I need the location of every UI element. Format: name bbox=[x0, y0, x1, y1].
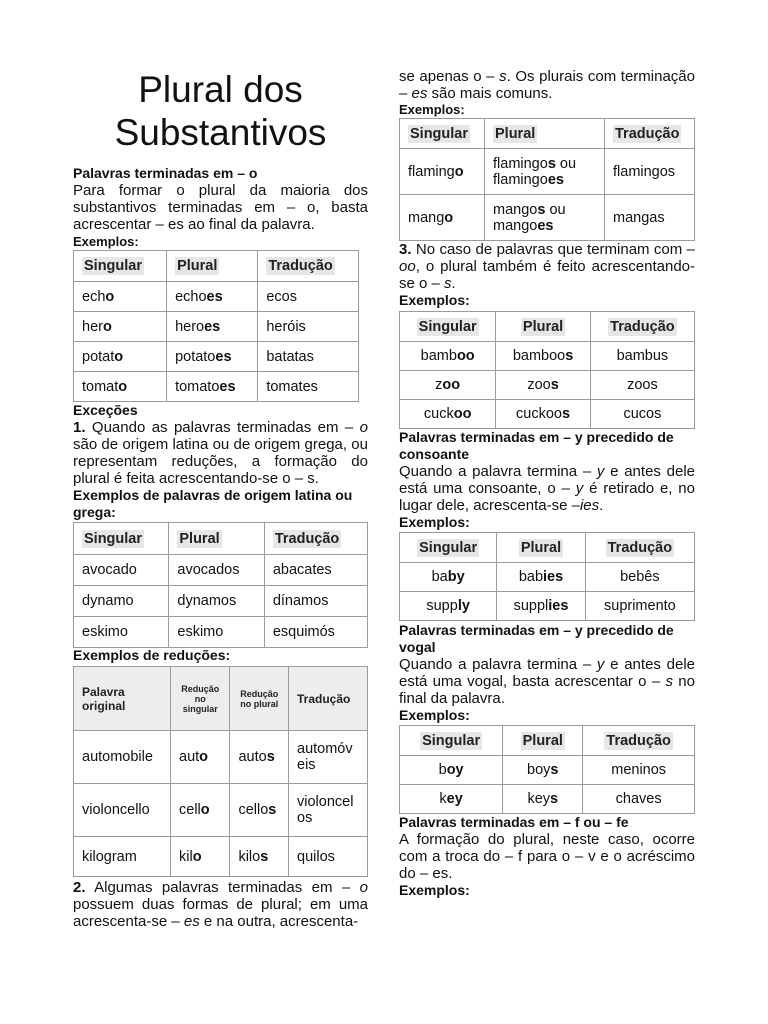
table-row: echo echoes ecos bbox=[74, 282, 359, 312]
exception-2-continued: se apenas o – s. Os plurais com terminação – es são mais comuns. bbox=[399, 68, 695, 102]
page-title: Plural dos Substantivos bbox=[114, 69, 327, 153]
table-row: eskimo eskimo esquimós bbox=[74, 617, 368, 648]
table-latin-greek: Singular Plural Tradução avocado avocados abacates dynamo dynamos dínamos eskimo eskimo esquimós bbox=[73, 522, 368, 648]
table-row: zoo zoos zoos bbox=[400, 371, 695, 400]
table-row: kilogram kilo kilos quilos bbox=[74, 837, 368, 877]
col-header-plural: Plural bbox=[167, 251, 258, 282]
y-consonant-paragraph: Quando a palavra termina – y e antes dele está uma consoante, o – y é retirado e, no lugar dele, acrescenta-se –ies. bbox=[399, 463, 695, 514]
table-row: hero heroes heróis bbox=[74, 312, 359, 342]
exception-2-paragraph: 2. Algumas palavras terminadas em – o possuem duas formas de plural; em uma acrescenta-se – es e na outra, acrescenta- bbox=[73, 879, 368, 930]
table-y-vowel: Singular Plural Tradução boy boys meninos key keys chaves bbox=[399, 725, 695, 814]
table-row: automobile auto autos automóveis bbox=[74, 731, 368, 784]
table-row: violoncello cello cellos violoncelos bbox=[74, 784, 368, 837]
table-y-consonant: Singular Plural Tradução baby babies bebês supply supplies suprimento bbox=[399, 532, 695, 621]
examples-label: Exemplos: bbox=[399, 514, 470, 530]
table-row: key keys chaves bbox=[400, 785, 695, 814]
table-reductions: Palavra original Redução no singular Redução no plural Tradução automobile auto autos automóveis violoncello cello cellos violoncelos kilogram kilo kilos quilos bbox=[73, 666, 368, 877]
examples-label: Exemplos: bbox=[399, 882, 470, 898]
table-row: cuckoo cuckoos cucos bbox=[400, 400, 695, 429]
examples-label: Exemplos: bbox=[399, 102, 465, 117]
reductions-heading: Exemplos de reduções: bbox=[73, 647, 231, 663]
table-row: tomato tomatoes tomates bbox=[74, 372, 359, 402]
paragraph-o: Para formar o plural da maioria dos substantivos terminadas em – o, basta acrescentar – es ao final da palavra. bbox=[73, 182, 368, 233]
table-row: potato potatoes batatas bbox=[74, 342, 359, 372]
y-vowel-paragraph: Quando a palavra termina – y e antes dele está uma vogal, basta acrescentar o – s no final da palavra. bbox=[399, 656, 695, 707]
table-row: dynamo dynamos dínamos bbox=[74, 586, 368, 617]
table-row: supply supplies suprimento bbox=[400, 592, 695, 621]
table-row: flamingo flamingos ou flamingoes flamingos bbox=[400, 149, 695, 195]
table-row: baby babies bebês bbox=[400, 563, 695, 592]
examples-label: Exemplos: bbox=[399, 707, 470, 723]
table-oo-endings: Singular Plural Tradução bamboo bamboos bambus zoo zoos zoos cuckoo cuckoos cucos bbox=[399, 311, 695, 429]
examples-label: Exemplos: bbox=[399, 292, 470, 308]
col-header-translation: Tradução bbox=[258, 251, 359, 282]
y-vowel-heading: Palavras terminadas em – y precedido de vogal bbox=[399, 622, 674, 655]
exception-1-paragraph: 1. Quando as palavras terminadas em – o são de origem latina ou de origem grega, ou representam reduções, a formação do plural é feita acrescentando-se o – s. bbox=[73, 419, 368, 487]
table-row: mango mangos ou mangoes mangas bbox=[400, 195, 695, 241]
f-fe-heading: Palavras terminadas em – f ou – fe bbox=[399, 814, 629, 830]
section-heading-o: Palavras terminadas em – o bbox=[73, 165, 258, 181]
table-row: boy boys meninos bbox=[400, 756, 695, 785]
table-row: bamboo bamboos bambus bbox=[400, 342, 695, 371]
latin-greek-heading: Exemplos de palavras de origem latina ou grega: bbox=[73, 487, 353, 520]
table-o-endings bbox=[73, 250, 359, 402]
y-consonant-heading: Palavras terminadas em – y precedido de consoante bbox=[399, 429, 674, 462]
table-row: avocado avocados abacates bbox=[74, 555, 368, 586]
examples-label: Exemplos: bbox=[73, 234, 139, 249]
f-fe-paragraph: A formação do plural, neste caso, ocorre com a troca do – f para o – v e o acréscimo do – es. bbox=[399, 831, 695, 882]
exceptions-heading: Exceções bbox=[73, 402, 138, 418]
table-two-plurals: Singular Plural Tradução flamingo flamingos ou flamingoes flamingos mango mangos ou mangoes mangas bbox=[399, 118, 695, 241]
rule-3-paragraph: 3. No caso de palavras que terminam com – oo, o plural também é feito acrescentando-se o – s. bbox=[399, 241, 695, 292]
col-header-singular: Singular bbox=[74, 251, 167, 282]
